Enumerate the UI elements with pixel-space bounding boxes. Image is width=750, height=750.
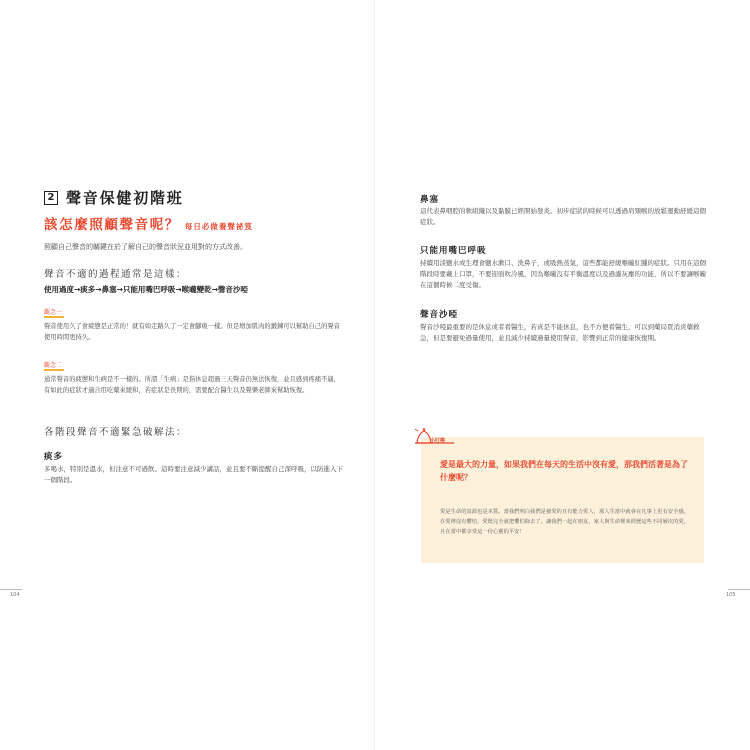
subtitle-tag: 每日必做養聲祕笈 bbox=[184, 222, 253, 231]
page-title: 聲音保健初階班 bbox=[66, 189, 184, 207]
item-text-phlegm: 多喝水，特別是溫水，但注意不可過飲。這時要注意減少講話，並且要不斷提醒自己深呼吸，以防進入下一個階段。 bbox=[44, 465, 343, 484]
item-text-hoarse-voice: 聲音沙啞最重要的是休息或者看醫生，若真是不能休息，也不方便看醫生，可以到藥局買消炎藥救急，但是要避免過量使用，並且減少持續過量使用聲音，影響到正常的健康恢復期。 bbox=[420, 323, 700, 342]
concept-1-text: 聲音使用久了會疲憊是正常的！就有如走路久了一定會腳痠一樣。但是增加肌肉的鍛鍊可以幫助自己的聲音使用時間更持久。 bbox=[44, 323, 340, 341]
concept-2-text: 通常聲音的疲憊和生病是不一樣的。所謂「生病」是指休息超過三天聲音仍無法恢復，並且感到疼痛不適，有如此的症狀才適合用吃藥來緩和，若症狀是長期的，需要配合醫生以及聲樂老師來幫助恢復。 bbox=[44, 376, 340, 394]
tip-box bbox=[421, 437, 704, 563]
tip-quote: 愛是最大的力量，如果我們在每天的生活中沒有愛，那我們活著是為了什麼呢？ bbox=[440, 460, 688, 482]
item-heading-hoarse-voice: 聲音沙啞 bbox=[420, 310, 459, 320]
progression-line: 使用過度→痰多→鼻塞→只能用嘴巴呼吸→喉嚨變乾→聲音沙啞 bbox=[44, 285, 248, 294]
concept-1-label: 觀念一 bbox=[44, 309, 63, 316]
chapter-number-badge: 2 bbox=[44, 191, 58, 205]
tip-label: 小叮嚀 bbox=[430, 438, 446, 444]
intro-paragraph: 照顧自己聲音的關鍵在於了解自己的聲音狀況並用對的方式改善。 bbox=[44, 243, 247, 251]
concept-2-underline bbox=[44, 369, 64, 371]
page-subtitle: 該怎麼照顧聲音呢？ bbox=[44, 217, 180, 233]
section-heading-remedies: 各階段聲音不適緊急破解法： bbox=[44, 427, 188, 438]
footer-rule-right bbox=[728, 589, 750, 590]
tip-body: 愛是生命的泉源也是本質。當我們明白我們是被愛的且有能力愛人，那人生當中就會在凡事上更有安全感。在愛裡沒有懼怕，愛既完全就把懼怕除去了。讓我們一起在朋友、家人與生命裡來經歷這些不同層次的愛，且在當中都享受這一份心靈的平安！ bbox=[440, 509, 689, 535]
item-heading-nasal-congestion: 鼻塞 bbox=[420, 195, 440, 205]
chapter-title-row bbox=[44, 187, 184, 208]
concept-2-label: 觀念二 bbox=[44, 362, 63, 369]
item-heading-phlegm: 痰多 bbox=[44, 452, 64, 462]
gutter bbox=[374, 0, 375, 750]
item-text-mouth-breathing: 持續用淡鹽水或生理食鹽水漱口、洗鼻子，或吸熱蒸氣，這些都能舒緩喉嚨紅腫的症狀。只用在這個階段時要戴上口罩，不要迎面吹冷風，因為喉嚨沒有平衡溫度以及過濾灰塵的功能，所以不要讓喉嚨在這個時候二度受傷。 bbox=[420, 259, 706, 289]
item-heading-mouth-breathing: 只能用嘴巴呼吸 bbox=[420, 246, 487, 256]
item-text-nasal-congestion: 這代表鼻咽腔的軟組織以及黏膜已經開始發炎。初步症狀的時候可以透過肩頸喉的放鬆運動舒緩這個症狀。 bbox=[420, 207, 706, 226]
page-number-right: 105 bbox=[726, 592, 736, 598]
footer-rule-left bbox=[0, 589, 22, 590]
page-number-left: 104 bbox=[10, 592, 20, 598]
right-page bbox=[375, 0, 750, 750]
subtitle-row bbox=[44, 213, 253, 233]
concept-1-underline bbox=[44, 316, 64, 318]
section-heading-process: 聲音不適的過程通常是這樣： bbox=[44, 269, 188, 280]
